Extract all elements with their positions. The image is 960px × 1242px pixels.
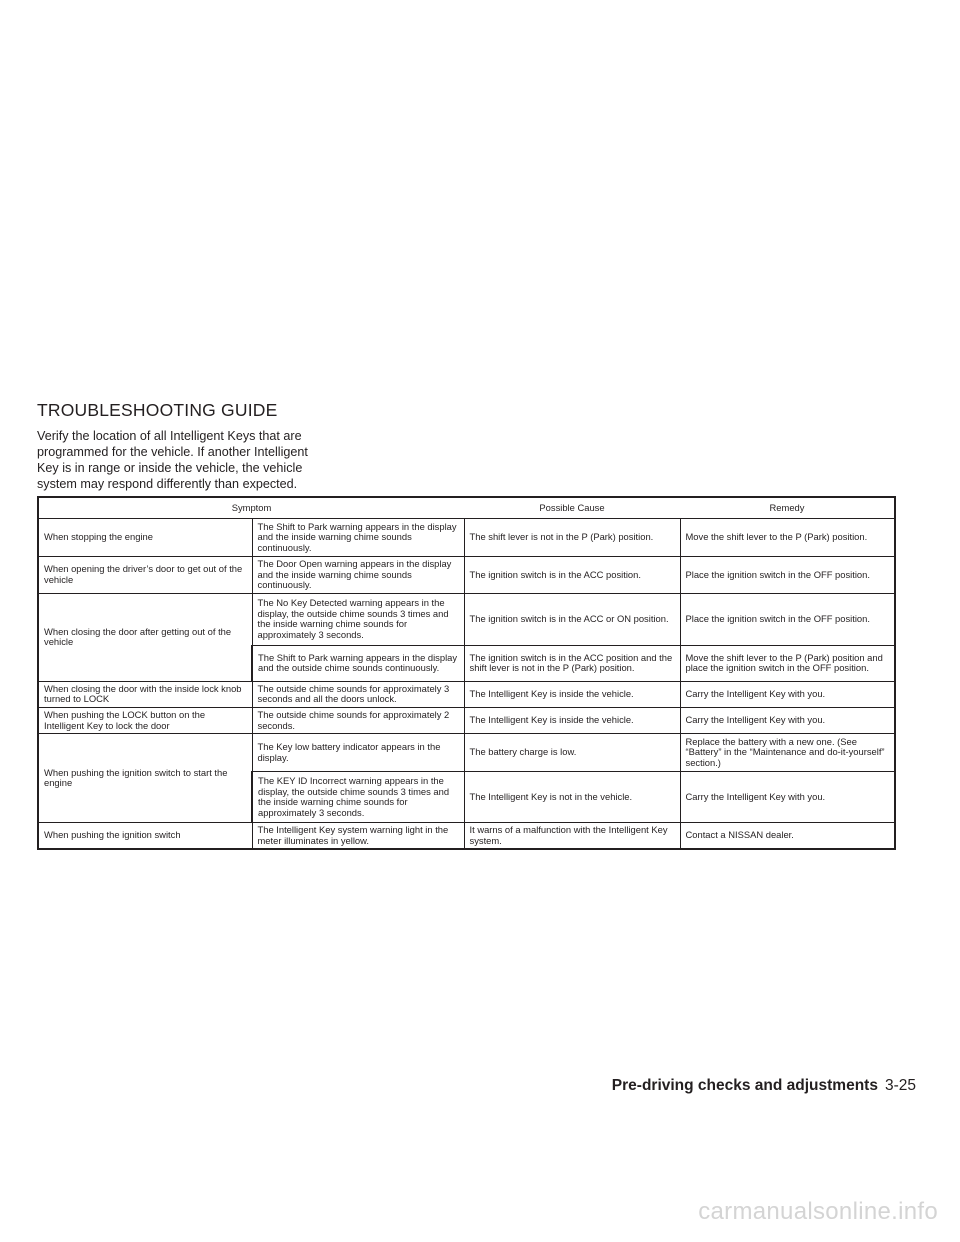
table-row bbox=[38, 519, 895, 557]
remedy-cell: Carry the Intelligent Key with you. bbox=[680, 681, 895, 707]
table-row bbox=[38, 823, 895, 850]
cause-cell: The ignition switch is in the ACC position. bbox=[464, 557, 680, 594]
table-row bbox=[38, 681, 895, 707]
header-remedy: Remedy bbox=[680, 497, 895, 519]
symptom-detail-cell: The outside chime sounds for approximately 2 seconds. bbox=[252, 707, 464, 733]
remedy-cell: Place the ignition switch in the OFF position. bbox=[680, 593, 895, 645]
symptom-cell: When pushing the ignition switch to start the engine bbox=[38, 734, 252, 823]
table-row bbox=[38, 593, 895, 645]
footer-section-title: Pre-driving checks and adjustments bbox=[611, 1077, 878, 1094]
table-row bbox=[38, 557, 895, 594]
cause-cell: It warns of a malfunction with the Intelligent Key system. bbox=[464, 823, 680, 850]
cause-cell: The ignition switch is in the ACC position and the shift lever is not in the P (Park) position. bbox=[464, 645, 680, 681]
remedy-cell: Contact a NISSAN dealer. bbox=[680, 823, 895, 850]
table-row bbox=[38, 707, 895, 733]
symptom-detail-cell: The Door Open warning appears in the display and the inside warning chime sounds continuously. bbox=[252, 557, 464, 594]
remedy-cell: Carry the Intelligent Key with you. bbox=[680, 707, 895, 733]
cause-cell: The Intelligent Key is not in the vehicle. bbox=[464, 772, 680, 823]
remedy-cell: Place the ignition switch in the OFF position. bbox=[680, 557, 895, 594]
cause-cell: The battery charge is low. bbox=[464, 734, 680, 772]
symptom-cell: When opening the driver’s door to get out of the vehicle bbox=[38, 557, 252, 594]
table-header-row bbox=[38, 497, 895, 519]
symptom-detail-cell: The outside chime sounds for approximately 3 seconds and all the doors unlock. bbox=[252, 681, 464, 707]
symptom-cell: When closing the door after getting out of the vehicle bbox=[38, 593, 252, 681]
watermark: carmanualsonline.info bbox=[698, 1198, 938, 1225]
page-number: 3-25 bbox=[884, 1077, 916, 1094]
symptom-cell: When pushing the ignition switch bbox=[38, 823, 252, 850]
symptom-detail-cell: The Intelligent Key system warning light in the meter illuminates in yellow. bbox=[252, 823, 464, 850]
page-footer bbox=[612, 1077, 916, 1095]
cause-cell: The ignition switch is in the ACC or ON position. bbox=[464, 593, 680, 645]
cause-cell: The shift lever is not in the P (Park) position. bbox=[464, 519, 680, 557]
remedy-cell: Move the shift lever to the P (Park) position. bbox=[680, 519, 895, 557]
symptom-cell: When closing the door with the inside lock knob turned to LOCK bbox=[38, 681, 252, 707]
symptom-detail-cell: The Shift to Park warning appears in the display and the outside chime sounds continuously. bbox=[252, 645, 464, 681]
symptom-detail-cell: The KEY ID Incorrect warning appears in the display, the outside chime sounds 3 times and the inside warning chime sounds for approximately 3 seconds. bbox=[252, 772, 464, 823]
symptom-detail-cell: The Key low battery indicator appears in the display. bbox=[252, 734, 464, 772]
table-row bbox=[38, 734, 895, 772]
header-symptom: Symptom bbox=[38, 497, 464, 519]
cause-cell: The Intelligent Key is inside the vehicle. bbox=[464, 681, 680, 707]
symptom-cell: When stopping the engine bbox=[38, 519, 252, 557]
remedy-cell: Replace the battery with a new one. (See “Battery” in the “Maintenance and do-it-yourself” section.) bbox=[680, 734, 895, 772]
header-possible-cause: Possible Cause bbox=[464, 497, 680, 519]
symptom-detail-cell: The No Key Detected warning appears in the display, the outside chime sounds 3 times and the inside warning chime sounds for approximately 3 seconds. bbox=[252, 593, 464, 645]
symptom-detail-cell: The Shift to Park warning appears in the display and the inside warning chime sounds continuously. bbox=[252, 519, 464, 557]
remedy-cell: Move the shift lever to the P (Park) position and place the ignition switch in the OFF position. bbox=[680, 645, 895, 681]
intro-paragraph: Verify the location of all Intelligent Keys that are programmed for the vehicle. If another Intelligent Key is in range or inside the vehicle, the vehicle system may respond differently than expected. bbox=[37, 429, 308, 491]
cause-cell: The Intelligent Key is inside the vehicle. bbox=[464, 707, 680, 733]
section-heading: TROUBLESHOOTING GUIDE bbox=[37, 400, 278, 420]
symptom-cell: When pushing the LOCK button on the Intelligent Key to lock the door bbox=[38, 707, 252, 733]
troubleshooting-table bbox=[37, 496, 896, 850]
remedy-cell: Carry the Intelligent Key with you. bbox=[680, 772, 895, 823]
